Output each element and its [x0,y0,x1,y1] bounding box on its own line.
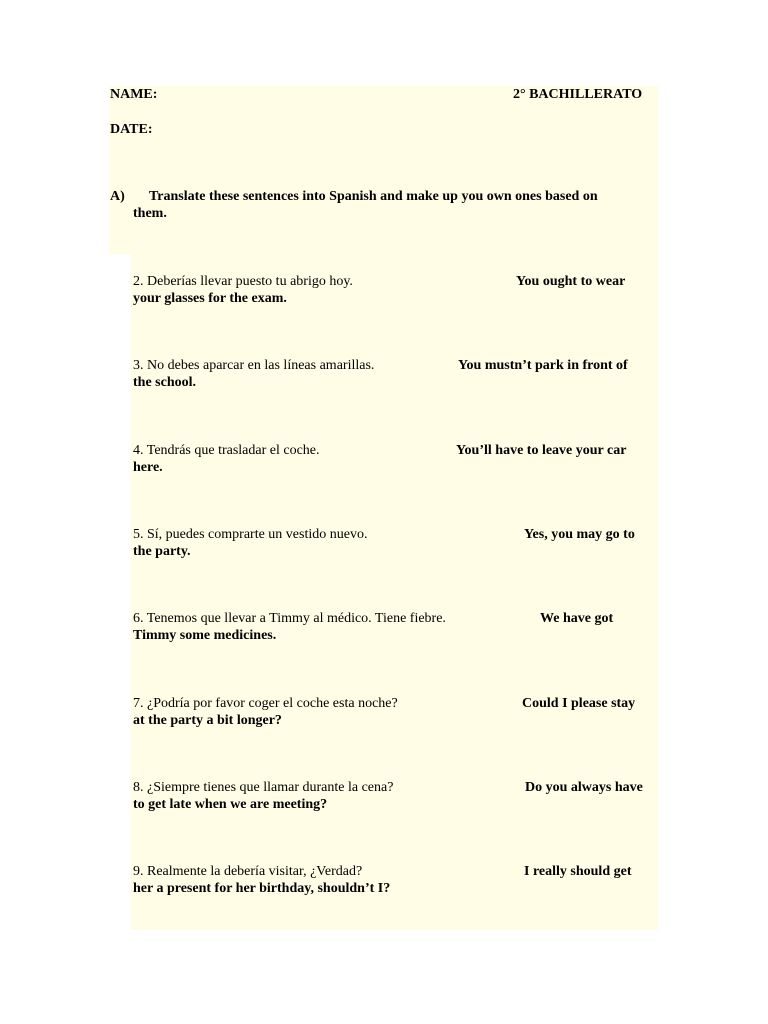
highlight-items [131,254,658,930]
english-sentence-start: I really should get [524,864,632,879]
english-sentence-cont: the party. [133,544,191,559]
english-sentence-cont: at the party a bit longer? [133,713,282,728]
english-sentence-start: Could I please stay [522,696,636,711]
english-sentence-start: You mustn’t park in front of [458,358,628,373]
highlight-header [109,86,658,254]
spanish-sentence: 8. ¿Siempre tienes que llamar durante la cena? [133,780,394,795]
section-marker: A) [110,189,125,204]
english-sentence-cont: the school. [133,375,196,390]
spanish-sentence: 4. Tendrás que trasladar el coche. [133,443,320,458]
english-sentence-start: Do you always have [525,780,643,795]
instruction-line-1: Translate these sentences into Spanish and make up you own ones based on [149,189,598,204]
english-sentence-cont: here. [133,460,163,475]
english-sentence-start: We have got [540,611,614,626]
name-label: NAME: [110,87,158,102]
english-sentence-cont: to get late when we are meeting? [133,797,328,812]
date-label: DATE: [110,122,153,137]
spanish-sentence: 3. No debes aparcar en las líneas amarillas. [133,358,375,373]
instruction-line-2: them. [133,206,167,221]
english-sentence-cont: your glasses for the exam. [133,291,287,306]
english-sentence-start: You’ll have to leave your car [456,443,627,458]
english-sentence-cont: her a present for her birthday, shouldn’t I? [133,881,391,896]
english-sentence-cont: Timmy some medicines. [133,628,277,643]
spanish-sentence: 6. Tenemos que llevar a Timmy al médico. Tiene fiebre. [133,611,446,626]
spanish-sentence: 5. Sí, puedes comprarte un vestido nuevo. [133,527,368,542]
english-sentence-start: You ought to wear [516,274,626,289]
spanish-sentence: 9. Realmente la debería visitar, ¿Verdad? [133,864,363,879]
english-sentence-start: Yes, you may go to [524,527,635,542]
course-label: 2° BACHILLERATO [513,87,643,102]
spanish-sentence: 7. ¿Podría por favor coger el coche esta noche? [133,696,398,711]
spanish-sentence: 2. Deberías llevar puesto tu abrigo hoy. [133,274,353,289]
